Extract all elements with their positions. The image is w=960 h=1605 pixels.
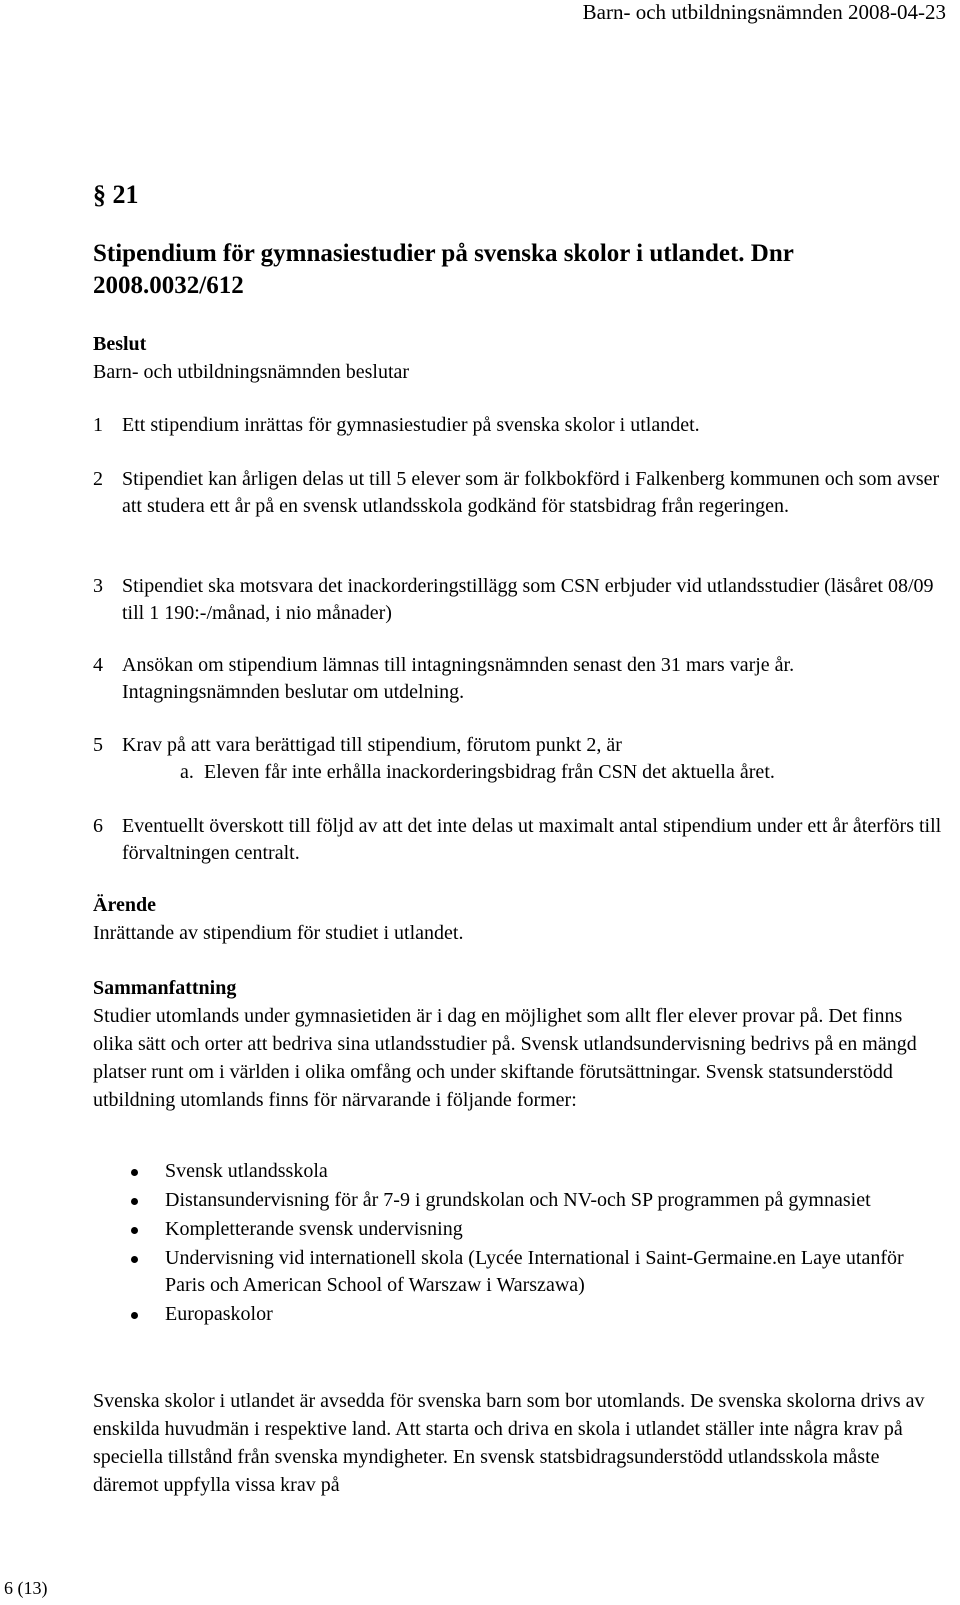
subitem-text: Eleven får inte erhålla inackorderingsbidrag från CSN det aktuella året. xyxy=(204,761,775,783)
sammanfattning-heading: Sammanfattning xyxy=(93,977,237,999)
arende-text: Inrättande av stipendium för studiet i utlandet. xyxy=(93,922,464,944)
list-item xyxy=(93,1187,943,1214)
bullet-icon xyxy=(131,1256,138,1263)
bullet-icon xyxy=(131,1312,138,1319)
section-number: § 21 xyxy=(93,180,139,209)
list-item xyxy=(93,1216,943,1243)
decision-item-3 xyxy=(93,573,948,627)
list-item xyxy=(93,1301,943,1328)
page-header: Barn- och utbildningsnämnden 2008-04-23 xyxy=(582,0,946,24)
list-item xyxy=(93,1158,943,1185)
decision-subitem-a xyxy=(180,759,960,786)
item-number: 6 xyxy=(93,815,103,837)
list-item-text: Europaskolor xyxy=(165,1303,273,1325)
item-number: 4 xyxy=(93,654,103,676)
bullet-icon xyxy=(131,1169,138,1176)
item-text: Ett stipendium inrättas för gymnasiestudier på svenska skolor i utlandet. xyxy=(122,414,700,436)
section-title: Stipendium för gymnasiestudier på svenska skolor i utlandet. Dnr 2008.0032/612 xyxy=(93,240,794,299)
item-text: Stipendiet kan årligen delas ut till 5 elever som är folkbokförd i Falkenberg kommunen och som avser att studera ett år på en svensk utlandsskola godkänd för statsbidrag från regeringen. xyxy=(122,468,940,517)
list-item-text: Kompletterande svensk undervisning xyxy=(165,1218,463,1240)
closing-paragraph: Svenska skolor i utlandet är avsedda för svenska barn som bor utomlands. De svenska skolorna drivs av enskilda huvudmän i respektive land. Att starta och driva en skola i utlandet ställer inte några krav på speciella tillstånd från svenska myndigheter. En svensk statsbidragsunderstödd utlandsskola måste däremot uppfylla vissa krav på xyxy=(93,1390,925,1496)
decision-item-4 xyxy=(93,652,948,706)
list-item-text: Svensk utlandsskola xyxy=(165,1160,328,1182)
item-text: Krav på att vara berättigad till stipendium, förutom punkt 2, är xyxy=(122,734,622,756)
list-item-text: Distansundervisning för år 7-9 i grundskolan och NV-och SP programmen på gymnasiet xyxy=(165,1189,871,1211)
education-forms-list xyxy=(93,1158,943,1330)
beslut-heading: Beslut xyxy=(93,333,147,355)
bullet-icon xyxy=(131,1198,138,1205)
decision-item-6 xyxy=(93,813,948,867)
decision-item-1 xyxy=(93,412,948,439)
item-number: 5 xyxy=(93,734,103,756)
subitem-letter: a. xyxy=(180,761,194,783)
item-text: Ansökan om stipendium lämnas till intagningsnämnden senast den 31 mars varje år. Intagningsnämnden beslutar om utdelning. xyxy=(122,654,795,703)
decision-item-2 xyxy=(93,466,948,520)
item-number: 3 xyxy=(93,575,103,597)
item-text: Stipendiet ska motsvara det inackorderingstillägg som CSN erbjuder vid utlandsstudier (läsåret 08/09 till 1 190:-/månad, i nio månader) xyxy=(122,575,934,624)
item-number: 2 xyxy=(93,468,103,490)
beslut-intro: Barn- och utbildningsnämnden beslutar xyxy=(93,361,410,383)
item-number: 1 xyxy=(93,414,103,436)
list-item-text: Undervisning vid internationell skola (Lycée International i Saint-Germaine.en Laye utanför Paris och American School of Warszaw i Warszawa) xyxy=(165,1247,904,1296)
list-item xyxy=(93,1245,943,1299)
sammanfattning-text: Studier utomlands under gymnasietiden är i dag en möjlighet som allt fler elever provar på. Det finns olika sätt och orter att bedriva sina utlandsstudier på. Svensk utlandsundervisning bedrivs på en mängd platser runt om i världen i olika omfång och under skiftande förutsättningar. Svensk statsunderstödd utbildning utomlands finns för närvarande i följande former: xyxy=(93,1005,917,1111)
page-number: 6 (13) xyxy=(4,1578,48,1598)
bullet-icon xyxy=(131,1227,138,1234)
arende-heading: Ärende xyxy=(93,894,156,916)
item-text: Eventuellt överskott till följd av att det inte delas ut maximalt antal stipendium under ett år återförs till förvaltningen centralt. xyxy=(122,815,942,864)
decision-item-5 xyxy=(93,732,948,759)
